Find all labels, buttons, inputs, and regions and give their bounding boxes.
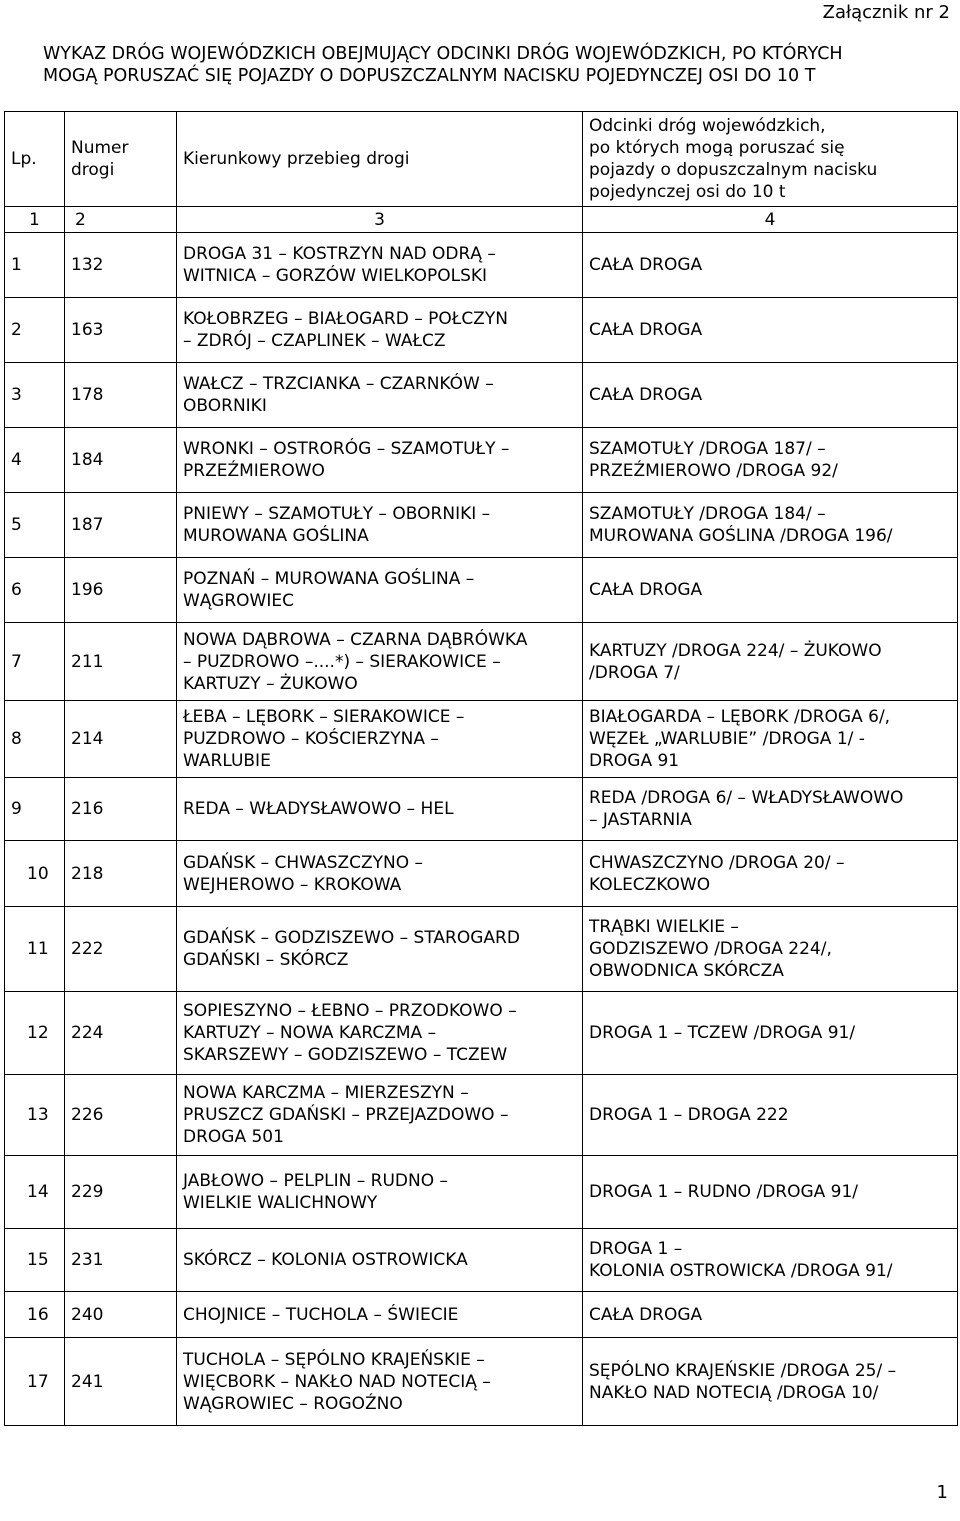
route-line: WEJHEROWO – KROKOWA (183, 874, 402, 895)
table-row (5, 363, 958, 428)
row-road-number: 231 (65, 1229, 177, 1292)
row-lp: 15 (5, 1229, 65, 1292)
section-line: REDA /DROGA 6/ – WŁADYSŁAWOWO (589, 788, 904, 808)
route-line: TUCHOLA – SĘPÓLNO KRAJEŃSKIE – (183, 1349, 485, 1370)
row-road-number: 132 (65, 233, 177, 298)
route-line: WRONKI – OSTRORÓG – SZAMOTUŁY – (183, 439, 510, 459)
table-row (5, 1156, 958, 1229)
row-road-number: 218 (65, 841, 177, 907)
route-line: SKÓRCZ – KOLONIA OSTROWICKA (183, 1250, 468, 1270)
row-lp: 8 (5, 701, 65, 778)
route-line: KARTUZY – ŻUKOWO (183, 673, 358, 694)
header-line: Odcinki dróg wojewódzkich, (589, 116, 826, 136)
section-line: DROGA 1 – TCZEW /DROGA 91/ (589, 1023, 856, 1043)
header-sections (583, 112, 958, 207)
route-line: WĄGROWIEC – ROGOŹNO (183, 1393, 403, 1414)
table-row (5, 1229, 958, 1292)
page-number: 1 (936, 1482, 948, 1503)
section-line: MUROWANA GOŚLINA /DROGA 196/ (589, 526, 893, 546)
row-section (583, 992, 958, 1075)
route-line: KARTUZY – NOWA KARCZMA – (183, 1023, 437, 1043)
row-section (583, 701, 958, 778)
header-row (5, 112, 958, 207)
row-route (177, 1075, 583, 1156)
row-route (177, 623, 583, 701)
row-section (583, 1229, 958, 1292)
route-line: WIELKIE WALICHNOWY (183, 1193, 378, 1213)
col-number: 3 (177, 207, 583, 233)
route-line: WITNICA – GORZÓW WIELKOPOLSKI (183, 266, 488, 286)
row-lp: 12 (5, 992, 65, 1075)
row-lp: 2 (5, 298, 65, 363)
header-lp: Lp. (5, 112, 65, 207)
row-route (177, 233, 583, 298)
row-lp: 14 (5, 1156, 65, 1229)
header-line: Numer (71, 138, 129, 158)
section-line: NAKŁO NAD NOTECIĄ /DROGA 10/ (589, 1382, 879, 1403)
route-line: – PUZDROWO –....*) – SIERAKOWICE – (183, 651, 501, 672)
section-line: PRZEŹMIEROWO /DROGA 92/ (589, 461, 838, 481)
section-line: SĘPÓLNO KRAJEŃSKIE /DROGA 25/ – (589, 1360, 897, 1381)
row-section (583, 1075, 958, 1156)
header-line: drogi (71, 160, 115, 180)
row-route (177, 493, 583, 558)
route-line: DROGA 501 (183, 1127, 284, 1147)
row-lp: 4 (5, 428, 65, 493)
table-row (5, 428, 958, 493)
row-section (583, 841, 958, 907)
row-route (177, 701, 583, 778)
route-line: PRZEŹMIEROWO (183, 461, 325, 481)
section-line: CHWASZCZYNO /DROGA 20/ – (589, 852, 845, 873)
section-line: DROGA 1 – DROGA 222 (589, 1105, 789, 1125)
route-line: SOPIESZYNO – ŁEBNO – PRZODKOWO – (183, 1001, 517, 1021)
row-road-number: 241 (65, 1338, 177, 1426)
section-line: KOLECZKOWO (589, 874, 711, 895)
row-section (583, 778, 958, 841)
row-lp: 17 (5, 1338, 65, 1426)
table-row (5, 778, 958, 841)
col-number: 1 (5, 207, 65, 233)
row-lp: 7 (5, 623, 65, 701)
header-road-number (65, 112, 177, 207)
row-section (583, 1338, 958, 1426)
route-line: MUROWANA GOŚLINA (183, 526, 369, 546)
row-lp: 6 (5, 558, 65, 623)
title-line: MOGĄ PORUSZAĆ SIĘ POJAZDY O DOPUSZCZALNYM NACISKU POJEDYNCZEJ OSI DO 10 T (43, 66, 816, 86)
section-line: CAŁA DROGA (589, 385, 703, 405)
row-section (583, 1156, 958, 1229)
route-line: CHOJNICE – TUCHOLA – ŚWIECIE (183, 1304, 459, 1325)
row-road-number: 184 (65, 428, 177, 493)
section-line: GODZISZEWO /DROGA 224/, (589, 939, 832, 959)
route-line: PNIEWY – SZAMOTUŁY – OBORNIKI – (183, 504, 491, 524)
row-road-number: 222 (65, 907, 177, 992)
row-road-number: 178 (65, 363, 177, 428)
row-lp: 1 (5, 233, 65, 298)
row-section (583, 233, 958, 298)
row-road-number: 224 (65, 992, 177, 1075)
route-line: – ZDRÓJ – CZAPLINEK – WAŁCZ (183, 331, 446, 351)
table-row (5, 623, 958, 701)
annex-label: Załącznik nr 2 (822, 2, 950, 23)
route-line: WIĘCBORK – NAKŁO NAD NOTECIĄ – (183, 1371, 491, 1392)
row-section (583, 298, 958, 363)
section-line: DROGA 1 – RUDNO /DROGA 91/ (589, 1182, 859, 1202)
row-route (177, 363, 583, 428)
row-road-number: 187 (65, 493, 177, 558)
row-route (177, 992, 583, 1075)
table-row (5, 558, 958, 623)
route-line: PRUSZCZ GDAŃSKI – PRZEJAZDOWO – (183, 1105, 509, 1125)
header-line: pojazdy o dopuszczalnym nacisku (589, 160, 878, 180)
section-line: TRĄBKI WIELKIE – (589, 917, 739, 937)
section-line: WĘZEŁ „WARLUBIE” /DROGA 1/ - (589, 729, 865, 749)
table-row (5, 992, 958, 1075)
row-route (177, 841, 583, 907)
row-section (583, 907, 958, 992)
route-line: WARLUBIE (183, 751, 271, 771)
header-line: po których mogą poruszać się (589, 138, 845, 158)
section-line: SZAMOTUŁY /DROGA 184/ – (589, 504, 826, 524)
section-line: CAŁA DROGA (589, 1304, 703, 1325)
row-route (177, 1156, 583, 1229)
row-lp: 5 (5, 493, 65, 558)
row-route (177, 1338, 583, 1426)
roads-table (4, 111, 958, 1426)
route-line: GDAŃSK – GODZISZEWO – STAROGARD (183, 928, 520, 948)
section-line: CAŁA DROGA (589, 255, 703, 275)
row-section (583, 363, 958, 428)
section-line: CAŁA DROGA (589, 320, 703, 340)
row-road-number: 196 (65, 558, 177, 623)
row-road-number: 214 (65, 701, 177, 778)
route-line: KOŁOBRZEG – BIAŁOGARD – POŁCZYN (183, 309, 508, 329)
table-row (5, 1075, 958, 1156)
route-line: WĄGROWIEC (183, 591, 294, 611)
row-road-number: 226 (65, 1075, 177, 1156)
col-number: 4 (583, 207, 958, 233)
row-road-number: 163 (65, 298, 177, 363)
section-line: DROGA 91 (589, 751, 680, 771)
route-line: JABŁOWO – PELPLIN – RUDNO – (183, 1171, 449, 1191)
section-line: SZAMOTUŁY /DROGA 187/ – (589, 439, 826, 459)
row-route (177, 428, 583, 493)
row-road-number: 211 (65, 623, 177, 701)
route-line: GDAŃSK – CHWASZCZYNO – (183, 852, 424, 873)
table-row (5, 298, 958, 363)
row-route (177, 907, 583, 992)
route-line: ŁEBA – LĘBORK – SIERAKOWICE – (183, 707, 465, 727)
table-row (5, 1338, 958, 1426)
row-lp: 10 (5, 841, 65, 907)
row-section (583, 493, 958, 558)
route-line: REDA – WŁADYSŁAWOWO – HEL (183, 799, 454, 819)
row-section (583, 558, 958, 623)
row-lp: 16 (5, 1292, 65, 1338)
section-line: BIAŁOGARDA – LĘBORK /DROGA 6/, (589, 707, 891, 727)
row-section (583, 623, 958, 701)
route-line: OBORNIKI (183, 396, 267, 416)
header-line: pojedynczej osi do 10 t (589, 182, 786, 202)
table-row (5, 233, 958, 298)
route-line: NOWA KARCZMA – MIERZESZYN – (183, 1083, 469, 1103)
route-line: GDAŃSKI – SKÓRCZ (183, 950, 349, 970)
row-route (177, 298, 583, 363)
table-row (5, 841, 958, 907)
table-row (5, 701, 958, 778)
title-line: WYKAZ DRÓG WOJEWÓDZKICH OBEJMUJĄCY ODCINKI DRÓG WOJEWÓDZKICH, PO KTÓRYCH (43, 44, 843, 64)
table-row (5, 1292, 958, 1338)
row-route (177, 1292, 583, 1338)
document-title (43, 43, 923, 87)
section-line: CAŁA DROGA (589, 580, 703, 600)
row-route (177, 778, 583, 841)
section-line: – JASTARNIA (589, 810, 692, 830)
header-route: Kierunkowy przebieg drogi (177, 112, 583, 207)
table-body (5, 233, 958, 1426)
route-line: SKARSZEWY – GODZISZEWO – TCZEW (183, 1045, 508, 1065)
table-row (5, 493, 958, 558)
row-lp: 3 (5, 363, 65, 428)
section-line: OBWODNICA SKÓRCZA (589, 961, 784, 981)
section-line: /DROGA 7/ (589, 662, 680, 683)
section-line: KARTUZY /DROGA 224/ – ŻUKOWO (589, 640, 882, 661)
row-road-number: 229 (65, 1156, 177, 1229)
section-line: KOLONIA OSTROWICKA /DROGA 91/ (589, 1261, 893, 1281)
row-road-number: 216 (65, 778, 177, 841)
row-road-number: 240 (65, 1292, 177, 1338)
row-section (583, 1292, 958, 1338)
table-row (5, 907, 958, 992)
route-line: POZNAŃ – MUROWANA GOŚLINA – (183, 569, 475, 589)
route-line: NOWA DĄBROWA – CZARNA DĄBRÓWKA (183, 629, 528, 650)
col-number: 2 (65, 207, 177, 233)
route-line: PUZDROWO – KOŚCIERZYNA – (183, 729, 439, 749)
row-route (177, 558, 583, 623)
section-line: DROGA 1 – (589, 1239, 683, 1259)
row-lp: 11 (5, 907, 65, 992)
row-route (177, 1229, 583, 1292)
route-line: DROGA 31 – KOSTRZYN NAD ODRĄ – (183, 244, 496, 264)
column-numbers-row (5, 207, 958, 233)
route-line: WAŁCZ – TRZCIANKA – CZARNKÓW – (183, 374, 494, 394)
row-lp: 13 (5, 1075, 65, 1156)
row-lp: 9 (5, 778, 65, 841)
row-section (583, 428, 958, 493)
